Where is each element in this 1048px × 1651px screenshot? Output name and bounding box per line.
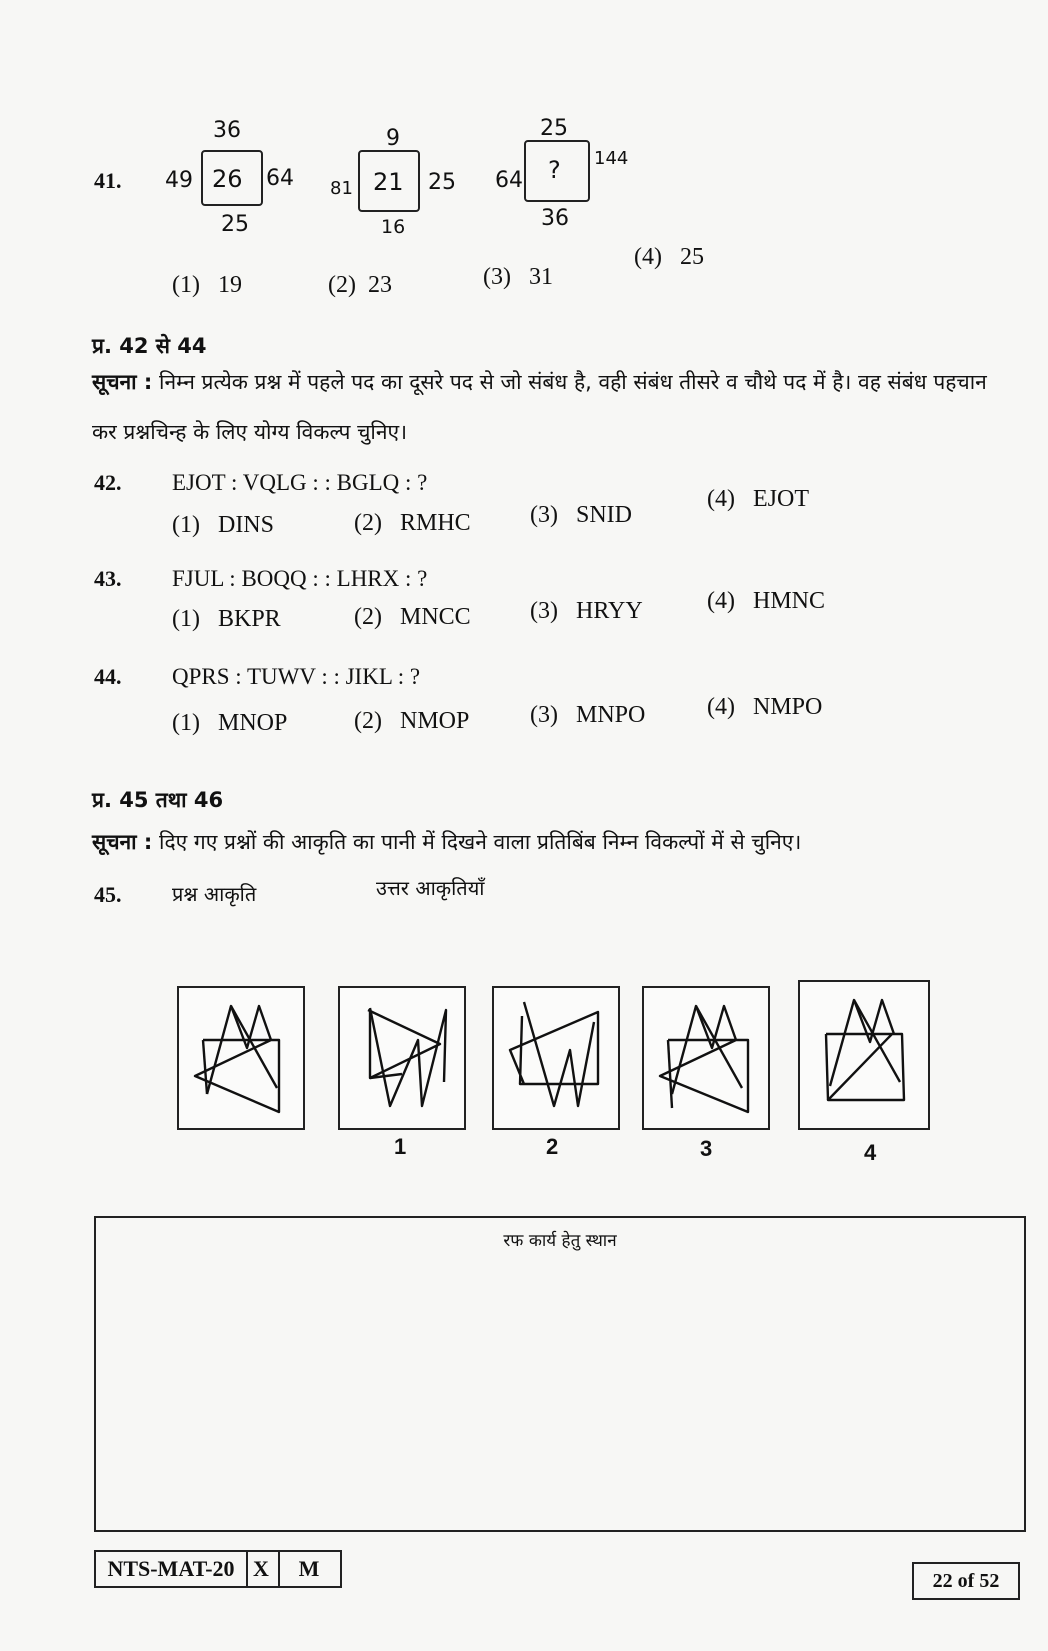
option-number: (2) (354, 604, 382, 630)
figure-right-value: 144 (594, 148, 629, 169)
question-text: FJUL : BOQQ : : LHRX : ? (172, 566, 428, 591)
option-text: HRYY (575, 598, 643, 624)
option-text: RMHC (399, 510, 471, 536)
option-text: MNCC (399, 604, 471, 630)
option-3[interactable] (530, 702, 645, 729)
answer-figure-label-4: 4 (864, 1140, 877, 1165)
question-figure (177, 986, 305, 1130)
option-text: BKPR (217, 606, 281, 632)
option-3[interactable] (483, 264, 553, 291)
notice-text: दिए गए प्रश्नों की आकृति का पानी में दिखने वाला प्रतिबिंब निम्न विकल्पों में से चुनिए। (159, 830, 802, 854)
answer-figure-2-drawing (494, 988, 618, 1128)
answer-figures-label: उत्तर आकृतियाँ (376, 876, 485, 900)
option-number: (4) (707, 694, 735, 720)
page-number: 22 of 52 (912, 1562, 1020, 1600)
option-2[interactable] (354, 708, 469, 735)
option-text: EJOT (752, 486, 809, 512)
question-number: 41. (94, 168, 122, 193)
option-1[interactable] (172, 710, 287, 737)
option-4[interactable] (707, 588, 825, 615)
figure-bottom-value: 36 (541, 206, 569, 231)
section-notice (92, 828, 801, 856)
notice-text: निम्न प्रत्येक प्रश्न में पहले पद का दूसरे पद से जो संबंध है, वही संबंध तीसरे व चौथे पद में है। वह संबंध पहचान (159, 370, 987, 394)
option-number: (4) (707, 588, 735, 614)
question-figure-label: प्रश्न आकृति (172, 882, 257, 906)
option-number: (3) (530, 598, 558, 624)
option-number: (4) (707, 486, 735, 512)
option-text: NMOP (399, 708, 470, 734)
figure-left-value: 49 (165, 168, 193, 193)
figure-center-value: 26 (212, 165, 243, 193)
answer-figure-3[interactable] (642, 986, 770, 1130)
option-number: (1) (172, 710, 200, 736)
option-3[interactable] (530, 502, 632, 529)
answer-figure-1-drawing (340, 988, 464, 1128)
option-number: (3) (530, 502, 558, 528)
question-text: QPRS : TUWV : : JIKL : ? (172, 664, 421, 689)
question-number: 45. (94, 882, 122, 907)
option-number: (4) (634, 244, 662, 270)
answer-figure-label-3: 3 (700, 1136, 713, 1161)
answer-figure-4[interactable] (798, 980, 930, 1130)
rough-work-label: रफ कार्य हेतु स्थान (503, 1231, 617, 1251)
option-1[interactable] (172, 272, 242, 299)
rough-work-box[interactable] (94, 1216, 1026, 1532)
answer-figure-label-1: 1 (394, 1134, 407, 1159)
figure-top-value: 9 (386, 126, 400, 151)
notice-label: सूचना : (92, 370, 153, 394)
figure-left-value: 64 (495, 168, 523, 193)
set-code: X (244, 1550, 280, 1588)
question-number: 43. (94, 566, 122, 591)
paper-code: NTS-MAT-20 (94, 1550, 248, 1588)
section-heading: प्र. 42 से 44 (92, 334, 207, 358)
question-text: EJOT : VQLG : : BGLQ : ? (172, 470, 428, 495)
option-3[interactable] (530, 598, 643, 625)
option-number: (1) (172, 272, 200, 298)
option-text: 25 (679, 244, 704, 270)
figure-bottom-value: 25 (221, 212, 249, 237)
option-number: (1) (172, 512, 200, 538)
option-text: DINS (217, 512, 274, 538)
option-number: (2) (328, 272, 356, 298)
option-4[interactable] (707, 694, 822, 721)
option-text: 23 (367, 272, 392, 298)
option-2[interactable] (328, 272, 392, 299)
medium-code: M (278, 1550, 342, 1588)
answer-figure-1[interactable] (338, 986, 466, 1130)
option-number: (2) (354, 708, 382, 734)
option-text: HMNC (752, 588, 825, 614)
option-text: 19 (217, 272, 242, 298)
answer-figure-3-drawing (644, 988, 768, 1128)
option-text: MNOP (217, 710, 288, 736)
question-figure-drawing (179, 988, 303, 1128)
option-1[interactable] (172, 512, 274, 539)
answer-figure-2[interactable] (492, 986, 620, 1130)
option-text: MNPO (575, 702, 646, 728)
figure-top-value: 36 (213, 118, 241, 143)
option-number: (3) (530, 702, 558, 728)
figure-bottom-value: 16 (381, 216, 406, 238)
answer-figure-label-2: 2 (546, 1134, 559, 1159)
option-number: (2) (354, 510, 382, 536)
option-number: (1) (172, 606, 200, 632)
figure-left-value: 81 (330, 178, 353, 199)
section-heading: प्र. 45 तथा 46 (92, 788, 224, 812)
question-number: 42. (94, 470, 122, 495)
option-2[interactable] (354, 510, 471, 537)
option-4[interactable] (634, 244, 704, 271)
question-number: 44. (94, 664, 122, 689)
notice-text-continued: कर प्रश्नचिन्ह के लिए योग्य विकल्प चुनिए। (92, 420, 408, 444)
option-number: (3) (483, 264, 511, 290)
option-text: NMPO (752, 694, 823, 720)
section-notice (92, 368, 1022, 396)
figure-top-value: 25 (540, 116, 568, 141)
answer-figure-4-drawing (800, 982, 928, 1128)
figure-center-value: ? (548, 156, 561, 184)
option-1[interactable] (172, 606, 281, 633)
option-text: 31 (528, 264, 553, 290)
figure-right-value: 25 (428, 170, 456, 195)
notice-label: सूचना : (92, 830, 153, 854)
option-4[interactable] (707, 486, 809, 513)
figure-right-value: 64 (266, 166, 294, 191)
option-2[interactable] (354, 604, 471, 631)
figure-center-value: 21 (373, 168, 404, 196)
option-text: SNID (575, 502, 632, 528)
